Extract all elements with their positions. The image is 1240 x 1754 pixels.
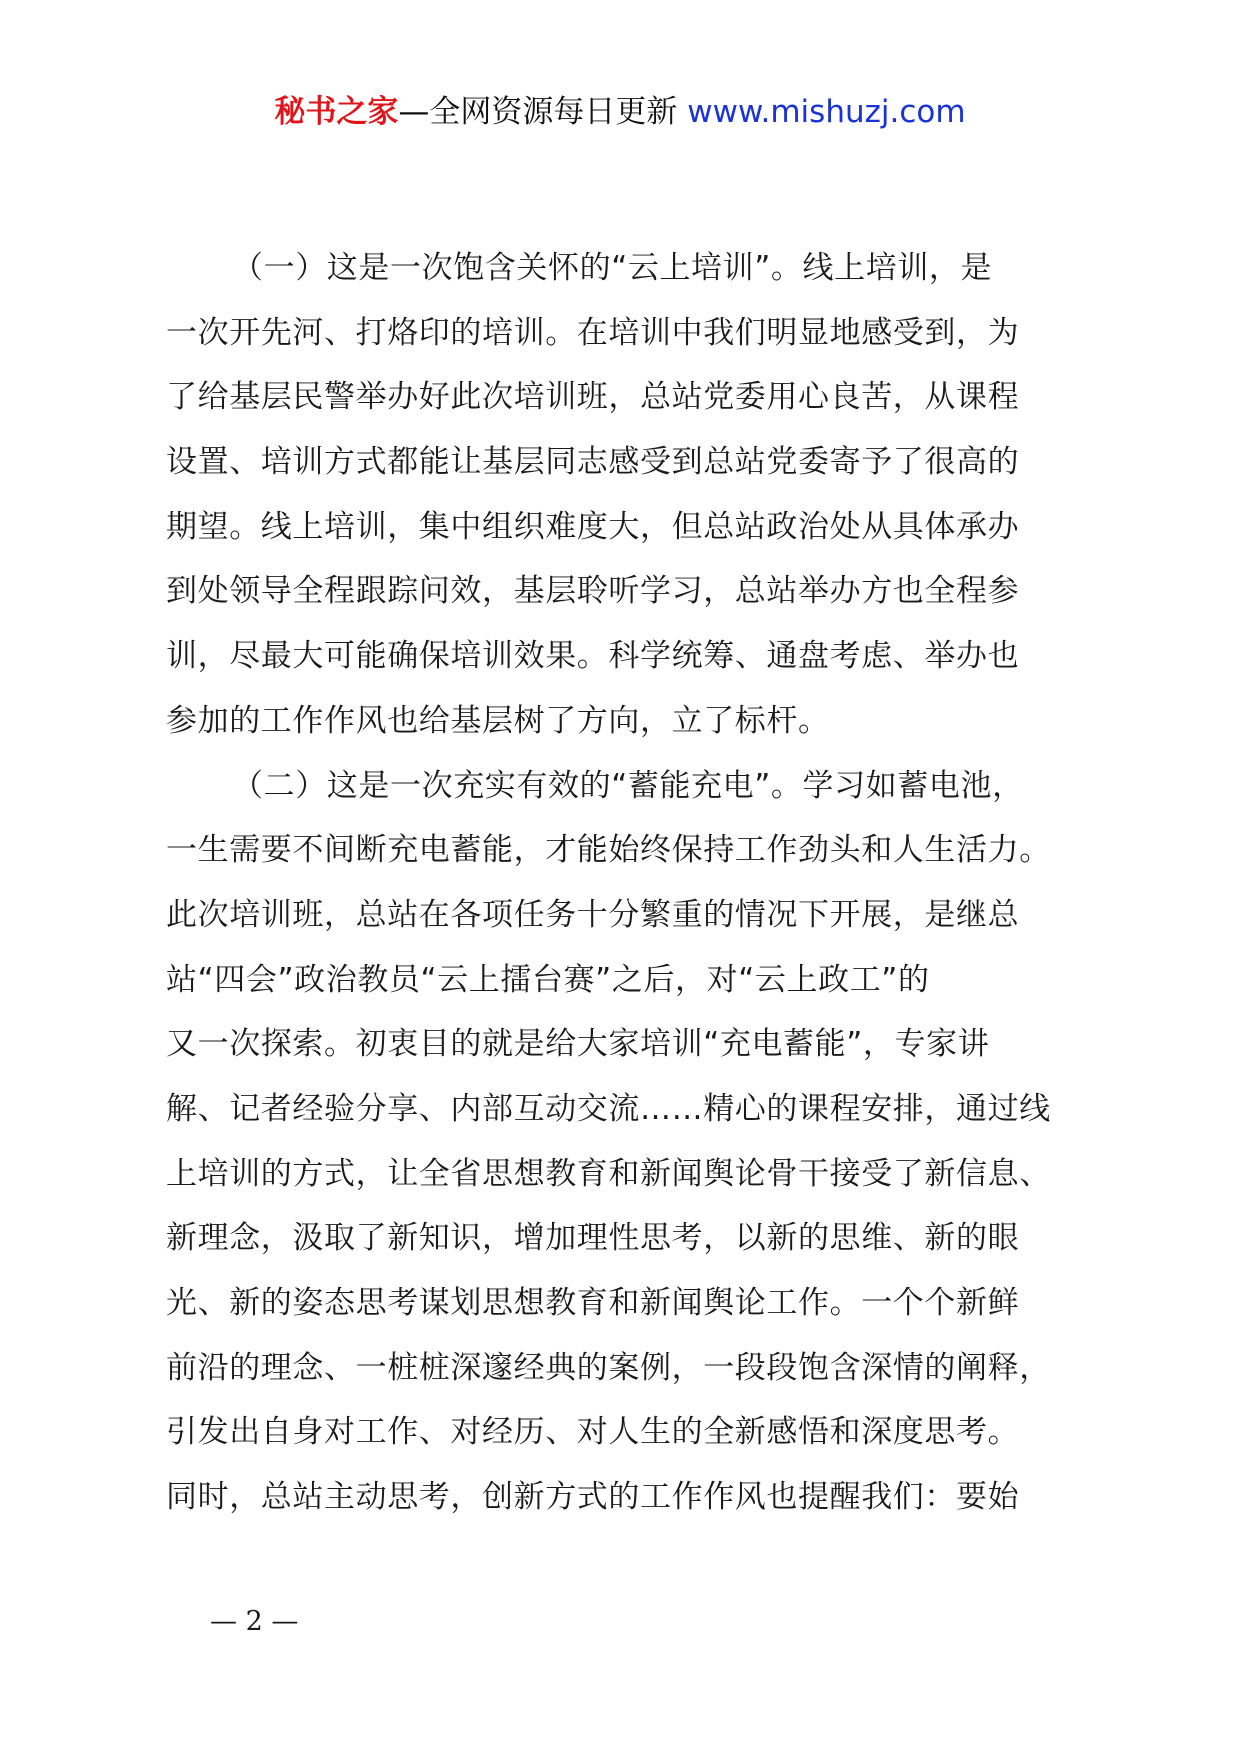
brand-name: 秘书之家 <box>274 94 399 130</box>
page-number: — 2 — <box>210 1606 299 1637</box>
text-line: 参加的工作作风也给基层树了方向，立了标杆。 <box>166 702 830 739</box>
site-url-link[interactable]: www.mishuzj.com <box>687 94 966 130</box>
text-line: 了给基层民警举办好此次培训班，总站党委用心良苦，从课程 <box>166 379 1020 416</box>
text-line: 上培训的方式，让全省思想教育和新闻舆论骨干接受了新信息、 <box>166 1155 1051 1192</box>
text-line: 设置、培训方式都能让基层同志感受到总站党委寄予了很高的 <box>166 444 1020 481</box>
text-line: （一）这是一次饱含关怀的“云上培训”。线上培训，是 <box>232 250 993 286</box>
text-line: （二）这是一次充实有效的“蓄能充电”。学习如蓄电池， <box>232 767 1024 804</box>
text-line: 期望。线上培训，集中组织难度大，但总站政治处从具体承办 <box>166 508 1020 545</box>
text-line: 一次开先河、打烙印的培训。在培训中我们明显地感受到，为 <box>166 314 1020 351</box>
text-line: 引发出自身对工作、对经历、对人生的全新感悟和深度思考。 <box>166 1414 1020 1451</box>
text-line: 光、新的姿态思考谋划思想教育和新闻舆论工作。一个个新鲜 <box>166 1285 1020 1321</box>
text-line: 此次培训班，总站在各项任务十分繁重的情况下开展，是继总 <box>166 896 1020 933</box>
text-line: 到处领导全程跟踪问效，基层聆听学习，总站举办方也全程参 <box>166 573 1020 610</box>
text-line: 站“四会”政治教员“云上擂台赛”之后，对“云上政工”的 <box>166 961 930 998</box>
text-line: 前沿的理念、一桩桩深邃经典的案例，一段段饱含深情的阐释， <box>166 1349 1051 1386</box>
text-line: 一生需要不间断充电蓄能，才能始终保持工作劲头和人生活力。 <box>166 832 1051 869</box>
text-line: 解、记者经验分享、内部互动交流……精心的课程安排，通过线 <box>166 1090 1051 1127</box>
paragraph-2 <box>166 754 1072 1530</box>
body-text <box>166 236 1072 1530</box>
site-header <box>0 92 1240 132</box>
header-tagline: —全网资源每日更新 <box>398 94 678 130</box>
paragraph-1 <box>166 236 1072 754</box>
text-line: 训，尽最大可能确保培训效果。科学统筹、通盘考虑、举办也 <box>166 638 1020 675</box>
text-line: 又一次探索。初衷目的就是给大家培训“充电蓄能”，专家讲 <box>166 1026 990 1063</box>
text-line: 新理念，汲取了新知识，增加理性思考，以新的思维、新的眼 <box>166 1220 1020 1257</box>
text-line: 同时，总站主动思考，创新方式的工作作风也提醒我们：要始 <box>166 1479 1020 1516</box>
